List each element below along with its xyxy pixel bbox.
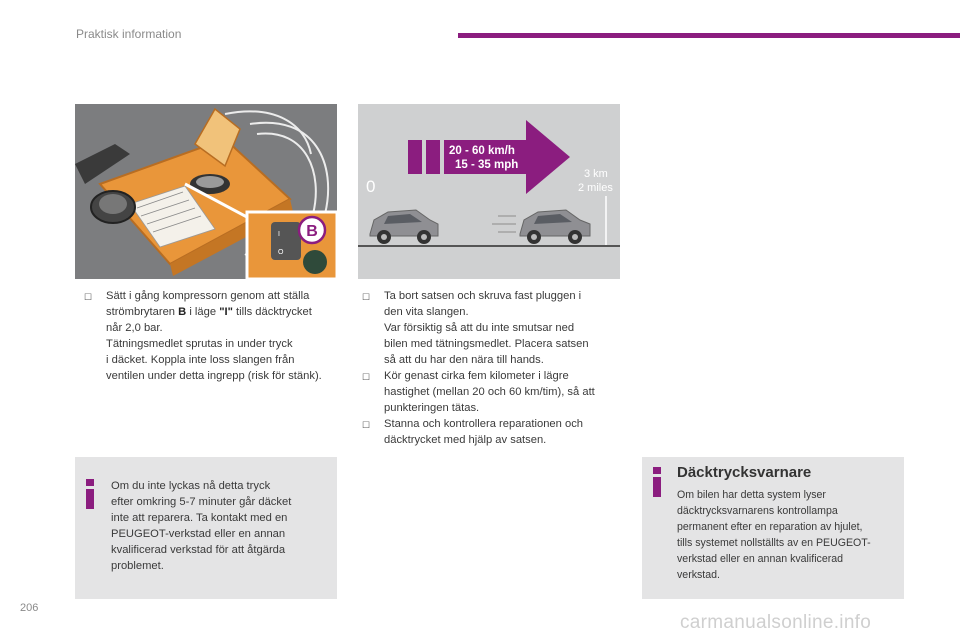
car-left [370, 210, 438, 244]
page-number: 206 [20, 602, 39, 614]
instructions-column-right [360, 288, 622, 448]
compressor-drawing [75, 104, 337, 279]
speed-mph-label: 15 - 35 mph [455, 159, 519, 171]
car-right [492, 210, 590, 244]
distance-km-label: 3 km [584, 168, 608, 180]
list-item: ☐ Kör genast cirka fem kilometer i lägre hastighet (mellan 20 och 60 km/tim), så att punkteringen tätas. [362, 370, 595, 414]
info-box-tpms [642, 457, 904, 599]
checkbox-bullet-icon: ☐ [362, 420, 371, 430]
section-title: Praktisk information [76, 27, 182, 41]
info-box-pressure [75, 457, 337, 599]
speed-kmh-label: 20 - 60 km/h [449, 145, 515, 157]
switch-position-on: I [278, 231, 280, 238]
instructions-column-left [82, 288, 344, 384]
info-text: Om du inte lyckas nå detta tryck efter omkring 5-7 minuter går däcket inte att reparera. Ta kontakt med en PEUGEOT-verkstad eller en annan kvalificerad verkstad för att åtgärda problemet. [111, 480, 292, 572]
driving-illustration [358, 104, 620, 279]
checkbox-bullet-icon: ☐ [362, 372, 371, 382]
list-item: ☐ Stanna och kontrollera reparationen och däcktrycket med hjälp av satsen. [362, 418, 584, 446]
switch-position-off: O [278, 249, 284, 256]
info-icon [652, 467, 662, 497]
watermark: carmanualsonline.info [680, 612, 872, 633]
callout-letter-b: B [306, 223, 318, 240]
checkbox-bullet-icon: ☐ [84, 292, 93, 302]
driving-drawing [358, 104, 620, 279]
checkbox-bullet-icon: ☐ [362, 292, 371, 302]
compressor-illustration [75, 104, 337, 279]
distance-miles-label: 2 miles [578, 182, 613, 194]
info-icon [85, 479, 95, 509]
info-title: Däcktrycksvarnare [677, 464, 812, 481]
list-item: ☐ Ta bort satsen och skruva fast pluggen i den vita slangen. Var försiktig så att du inte smutsar ned bilen med tätningsmedlet. Placera satsen så att du har den nära till hands. [362, 290, 589, 366]
info-text: Om bilen har detta system lyser däcktrycksvarnarens kontrollampa permanent efter en reparation av hjulet, tills systemet nollställts av en PEUGEOT- verkstad eller en annan kvalificerad verkstad. [677, 489, 871, 581]
list-item: ☐ Sätt i gång kompressorn genom att ställa strömbrytaren B i läge "I" tills däcktrycket når 2,0 bar. Tätningsmedlet sprutas in under tryck i däcket. Koppla inte loss slangen från ventilen under detta ingrepp (risk för stänk). [84, 290, 322, 382]
header-accent-bar [458, 33, 960, 38]
start-marker-label: 0 [366, 177, 376, 196]
